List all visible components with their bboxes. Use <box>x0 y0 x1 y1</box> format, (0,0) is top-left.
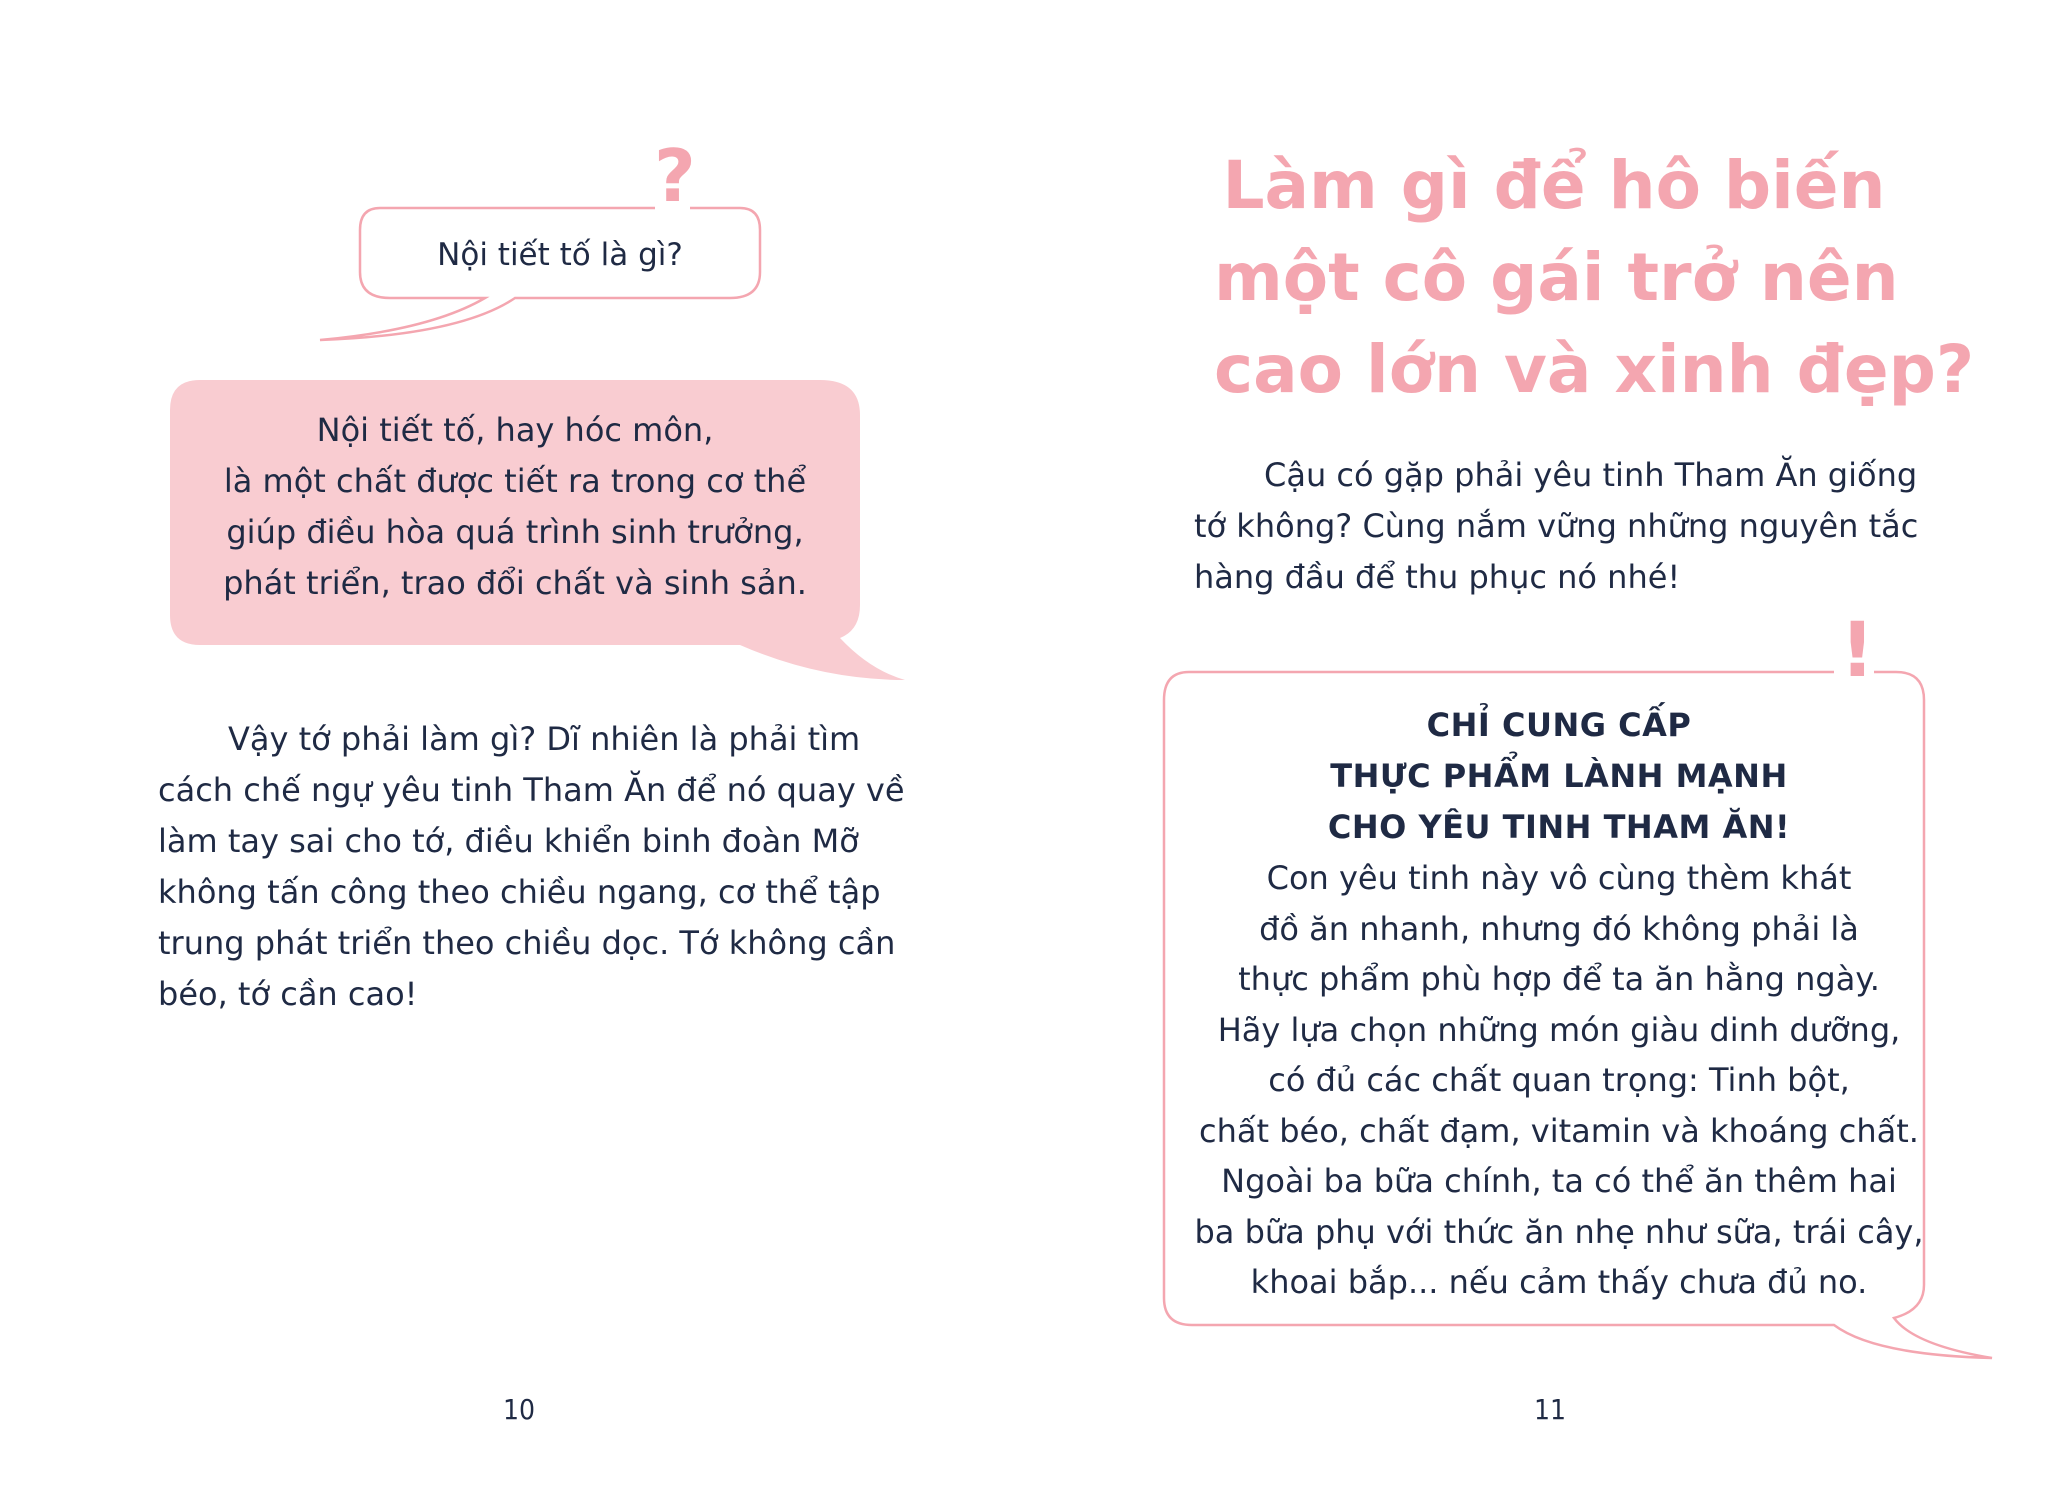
tip-line: ba bữa phụ với thức ăn nhẹ như sữa, trái cây, <box>1194 1212 1924 1251</box>
question-mark-icon: ? <box>654 134 696 218</box>
page-number: 10 <box>503 1393 536 1426</box>
answer-line: là một chất được tiết ra trong cơ thể <box>223 462 807 500</box>
title-line: một cô gái trở nên <box>1214 239 1899 316</box>
tip-line: đồ ăn nhanh, nhưng đó không phải là <box>1259 909 1859 948</box>
exclamation-icon: ! <box>1840 605 1875 694</box>
page-number: 11 <box>1534 1393 1567 1426</box>
body-line: Vậy tớ phải làm gì? Dĩ nhiên là phải tìm <box>228 720 861 758</box>
heading-line: CHO YÊU TINH THAM ĂN! <box>1327 808 1791 846</box>
page-title <box>1214 140 1975 416</box>
body-line: trung phát triển theo chiều dọc. Tớ không cần <box>158 924 896 962</box>
body-line: cách chế ngự yêu tinh Tham Ăn để nó quay về <box>158 771 905 809</box>
body-line: làm tay sai cho tớ, điều khiển binh đoàn Mỡ <box>158 822 859 860</box>
tip-line: có đủ các chất quan trọng: Tinh bột, <box>1268 1061 1850 1099</box>
intro-line: hàng đầu để thu phục nó nhé! <box>1194 558 1681 596</box>
tip-line: khoai bắp... nếu cảm thấy chưa đủ no. <box>1250 1263 1868 1301</box>
tip-line: Hãy lựa chọn những món giàu dinh dưỡng, <box>1217 1010 1901 1049</box>
intro-line: Cậu có gặp phải yêu tinh Tham Ăn giống <box>1264 456 1918 494</box>
body-line: béo, tớ cần cao! <box>158 975 418 1013</box>
answer-text <box>185 405 845 609</box>
heading-line: CHỈ CUNG CẤP <box>1426 706 1692 744</box>
tip-line: Con yêu tinh này vô cùng thèm khát <box>1266 859 1852 897</box>
answer-line: phát triển, trao đổi chất và sinh sản. <box>223 564 807 602</box>
tip-line: Ngoài ba bữa chính, ta có thể ăn thêm hai <box>1221 1162 1897 1200</box>
body-line: không tấn công theo chiều ngang, cơ thể tập <box>158 873 881 911</box>
body-paragraph <box>158 714 905 1020</box>
right-page <box>1024 0 2048 1497</box>
tip-heading <box>1184 700 1934 853</box>
title-line: Làm gì để hô biến <box>1222 147 1886 224</box>
intro-paragraph <box>1194 450 1934 603</box>
tip-line: thực phẩm phù hợp để ta ăn hằng ngày. <box>1238 960 1880 998</box>
title-line: cao lớn và xinh đẹp? <box>1214 331 1975 408</box>
tip-line: chất béo, chất đạm, vitamin và khoáng chất. <box>1199 1111 1919 1150</box>
answer-line: giúp điều hòa quá trình sinh trưởng, <box>226 513 804 551</box>
question-text: Nội tiết tố là gì? <box>437 237 683 273</box>
tip-body <box>1174 853 1944 1308</box>
answer-line: Nội tiết tố, hay hóc môn, <box>316 411 714 449</box>
intro-line: tớ không? Cùng nắm vững những nguyên tắc <box>1194 507 1919 545</box>
heading-line: THỰC PHẨM LÀNH MẠNH <box>1330 757 1788 795</box>
